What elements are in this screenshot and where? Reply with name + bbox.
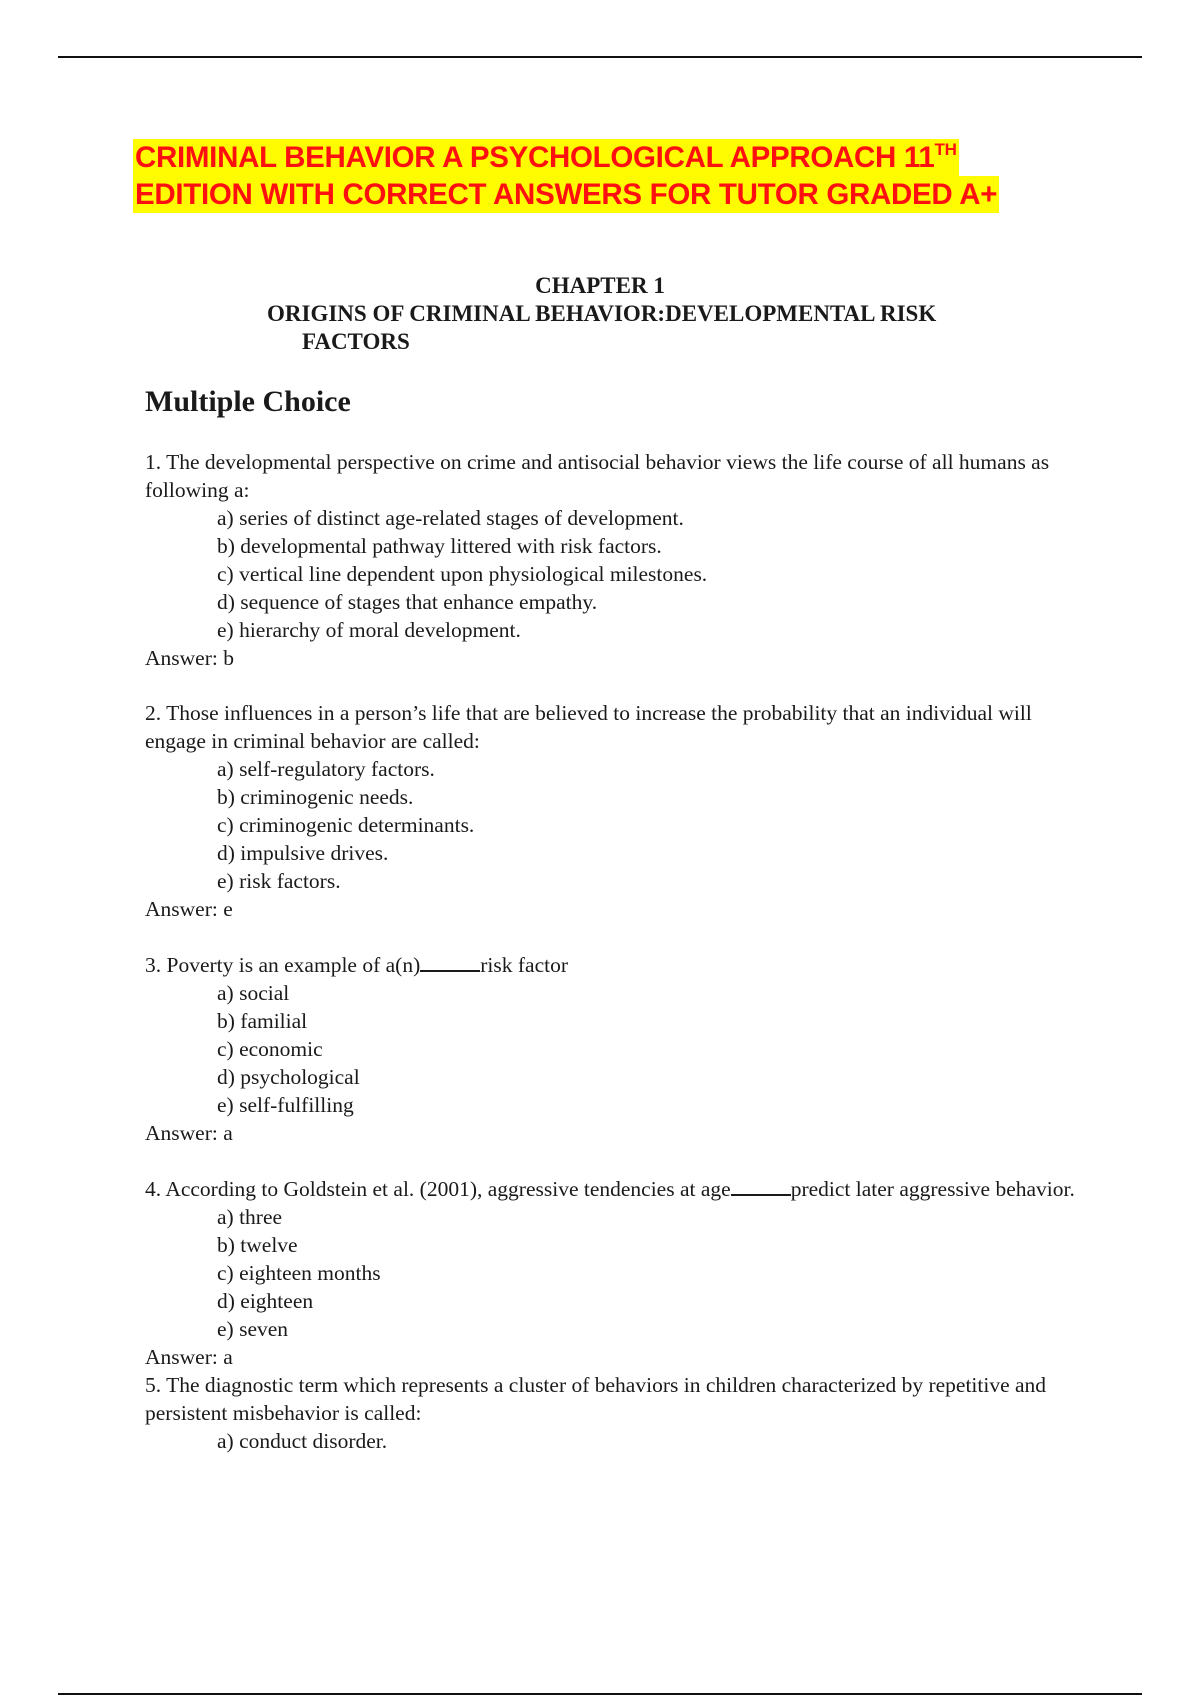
option-list xyxy=(145,979,1085,1119)
answer: Answer: a xyxy=(145,1121,233,1145)
option-b: b) developmental pathway littered with risk factors. xyxy=(217,534,662,558)
answer: Answer: e xyxy=(145,897,233,921)
title-line-1: CRIMINAL BEHAVIOR A PSYCHOLOGICAL APPROACH 11TH xyxy=(135,140,957,174)
option-list xyxy=(145,755,1085,895)
title-superscript: TH xyxy=(934,140,957,159)
question-3 xyxy=(145,950,1085,1147)
option-c: c) eighteen months xyxy=(217,1261,381,1285)
chapter-number: CHAPTER 1 xyxy=(535,273,665,298)
answer: Answer: a xyxy=(145,1345,233,1369)
option-list xyxy=(145,504,1085,644)
option-b: b) criminogenic needs. xyxy=(217,785,414,809)
option-b: b) twelve xyxy=(217,1233,298,1257)
question-4 xyxy=(145,1174,1085,1371)
question-text: 3. Poverty is an example of a(n) risk factor xyxy=(145,950,1085,979)
top-rule xyxy=(58,56,1142,58)
question-text: 2. Those influences in a person’s life that are believed to increase the probability that an individual will engage in criminal behavior are called: xyxy=(145,701,1032,753)
fill-in-blank xyxy=(731,1174,791,1196)
chapter-title: ORIGINS OF CRIMINAL BEHAVIOR:DEVELOPMENTAL RISK FACTORS xyxy=(267,301,937,354)
option-list xyxy=(145,1427,1085,1455)
option-b: b) familial xyxy=(217,1009,308,1033)
fill-in-blank xyxy=(420,950,480,972)
option-a: a) three xyxy=(217,1205,283,1229)
option-d: d) psychological xyxy=(217,1065,360,1089)
chapter-heading xyxy=(0,272,1200,356)
option-a: a) conduct disorder. xyxy=(217,1429,388,1453)
section-heading: Multiple Choice xyxy=(145,385,351,418)
option-e: e) seven xyxy=(217,1317,289,1341)
option-list xyxy=(145,1203,1085,1343)
option-e: e) risk factors. xyxy=(217,869,341,893)
option-d: d) eighteen xyxy=(217,1289,314,1313)
option-c: c) criminogenic determinants. xyxy=(217,813,475,837)
option-e: e) self-fulfilling xyxy=(217,1093,354,1117)
question-text: 1. The developmental perspective on crime and antisocial behavior views the life course of all humans as following a: xyxy=(145,450,1050,502)
question-list xyxy=(145,448,1085,1455)
option-a: a) series of distinct age-related stages of development. xyxy=(217,506,684,530)
document-title xyxy=(133,139,999,213)
question-2 xyxy=(145,699,1085,923)
option-e: e) hierarchy of moral development. xyxy=(217,618,521,642)
option-d: d) impulsive drives. xyxy=(217,841,389,865)
question-1 xyxy=(145,448,1085,672)
question-5 xyxy=(145,1371,1085,1455)
answer: Answer: b xyxy=(145,646,234,670)
option-c: c) vertical line dependent upon physiological milestones. xyxy=(217,562,708,586)
question-text: 5. The diagnostic term which represents a cluster of behaviors in children characterized by repetitive and persistent misbehavior is called: xyxy=(145,1373,1047,1425)
option-d: d) sequence of stages that enhance empathy. xyxy=(217,590,598,614)
option-c: c) economic xyxy=(217,1037,323,1061)
bottom-rule xyxy=(58,1693,1142,1695)
question-text: 4. According to Goldstein et al. (2001), aggressive tendencies at age predict later aggressive behavior. xyxy=(145,1174,1085,1203)
option-a: a) self-regulatory factors. xyxy=(217,757,435,781)
title-line-2: EDITION WITH CORRECT ANSWERS FOR TUTOR GRADED A+ xyxy=(135,178,998,211)
option-a: a) social xyxy=(217,981,290,1005)
